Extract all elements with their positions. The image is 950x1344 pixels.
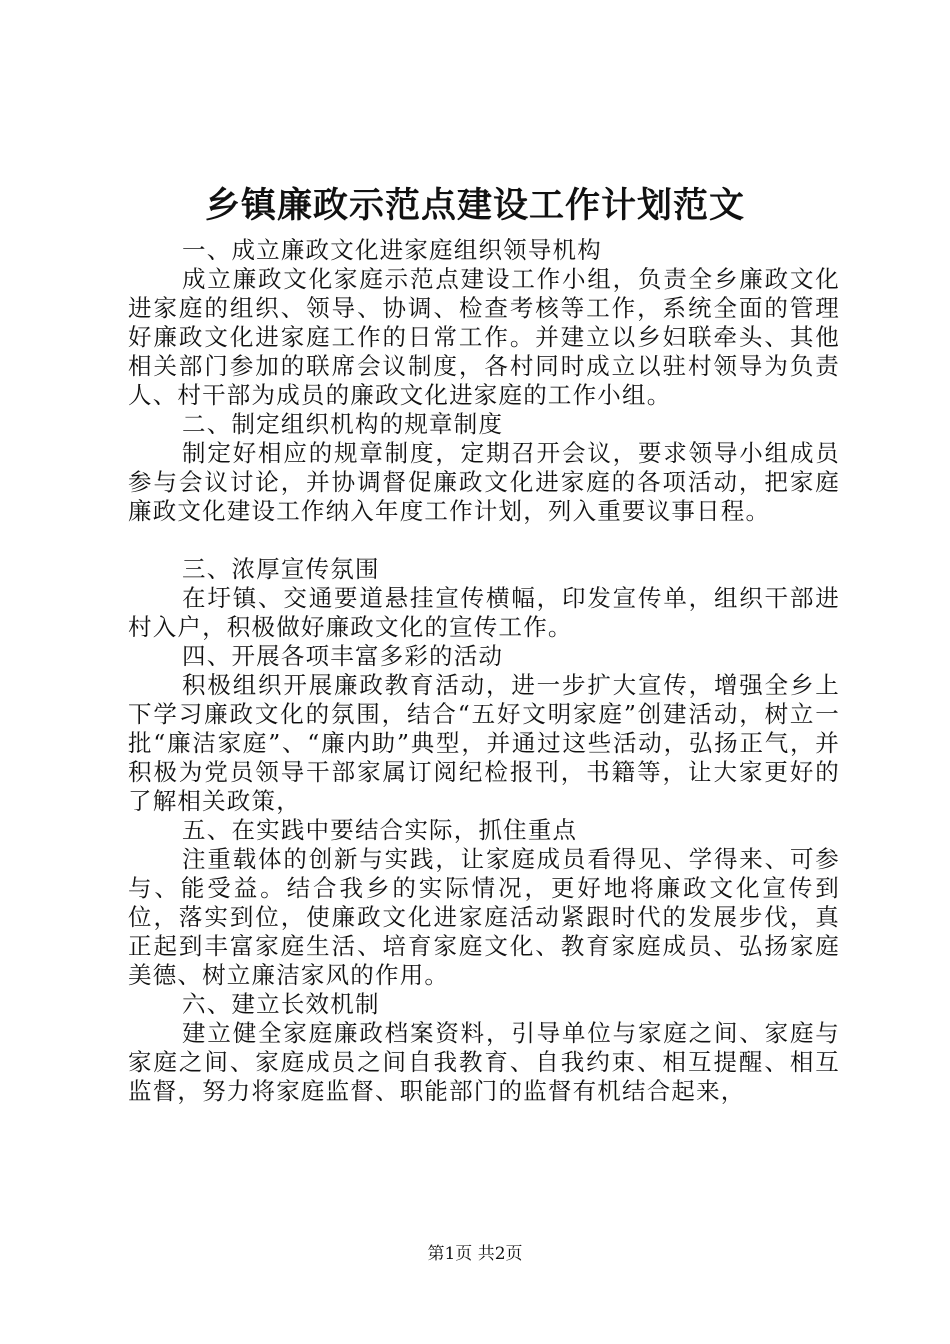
section-3-text: 在圩镇、交通要道悬挂宣传横幅，印发宣传单，组织干部进村入户，积极做好廉政文化的宣传工作。: [128, 584, 840, 641]
section-5-heading: 五、在实践中要结合实际，抓住重点: [182, 816, 578, 844]
document-title: 乡镇廉政示范点建设工作计划范文: [204, 185, 745, 226]
section-6-text: 建立健全家庭廉政档案资料，引导单位与家庭之间、家庭与家庭之间、家庭成员之间自我教育、自我约束、相互提醒、相互监督，努力将家庭监督、职能部门的监督有机结合起来，: [128, 1019, 840, 1105]
page-footer: 第1页 共2页: [427, 1244, 523, 1264]
section-1-text: 成立廉政文化家庭示范点建设工作小组，负责全乡廉政文化进家庭的组织、领导、协调、检查考核等工作，系统全面的管理好廉政文化进家庭工作的日常工作。并建立以乡妇联牵头、其他相关部门参加的联席会议制度，各村同时成立以驻村领导为负责人、村干部为成员的廉政文化进家庭的工作小组。: [128, 265, 840, 409]
section-5-text: 注重载体的创新与实践，让家庭成员看得见、学得来、可参与、能受益。结合我乡的实际情况，更好地将廉政文化宣传到位，落实到位，使廉政文化进家庭活动紧跟时代的发展步伐，真正起到丰富家庭生活、培育家庭文化、教育家庭成员、弘扬家庭美德、树立廉洁家风的作用。: [128, 845, 840, 989]
section-2-heading: 二、制定组织机构的规章制度: [182, 410, 504, 438]
section-3-heading: 三、浓厚宣传氛围: [182, 555, 380, 583]
section-2-text: 制定好相应的规章制度，定期召开会议，要求领导小组成员参与会议讨论，并协调督促廉政文化进家庭的各项活动，把家庭廉政文化建设工作纳入年度工作计划，列入重要议事日程。: [128, 439, 840, 525]
paragraph-spacer: [128, 526, 840, 555]
section-4-heading: 四、开展各项丰富多彩的活动: [182, 642, 504, 670]
section-6-heading: 六、建立长效机制: [182, 990, 380, 1018]
section-1-heading: 一、成立廉政文化进家庭组织领导机构: [182, 236, 602, 264]
document-body: [128, 236, 840, 1106]
section-4-text: 积极组织开展廉政教育活动，进一步扩大宣传，增强全乡上下学习廉政文化的氛围，结合“五好文明家庭”创建活动，树立一批“廉洁家庭”、“廉内助”典型，并通过这些活动，弘扬正气，并积极为党员领导干部家属订阅纪检报刊，书籍等，让大家更好的了解相关政策，: [128, 671, 840, 815]
